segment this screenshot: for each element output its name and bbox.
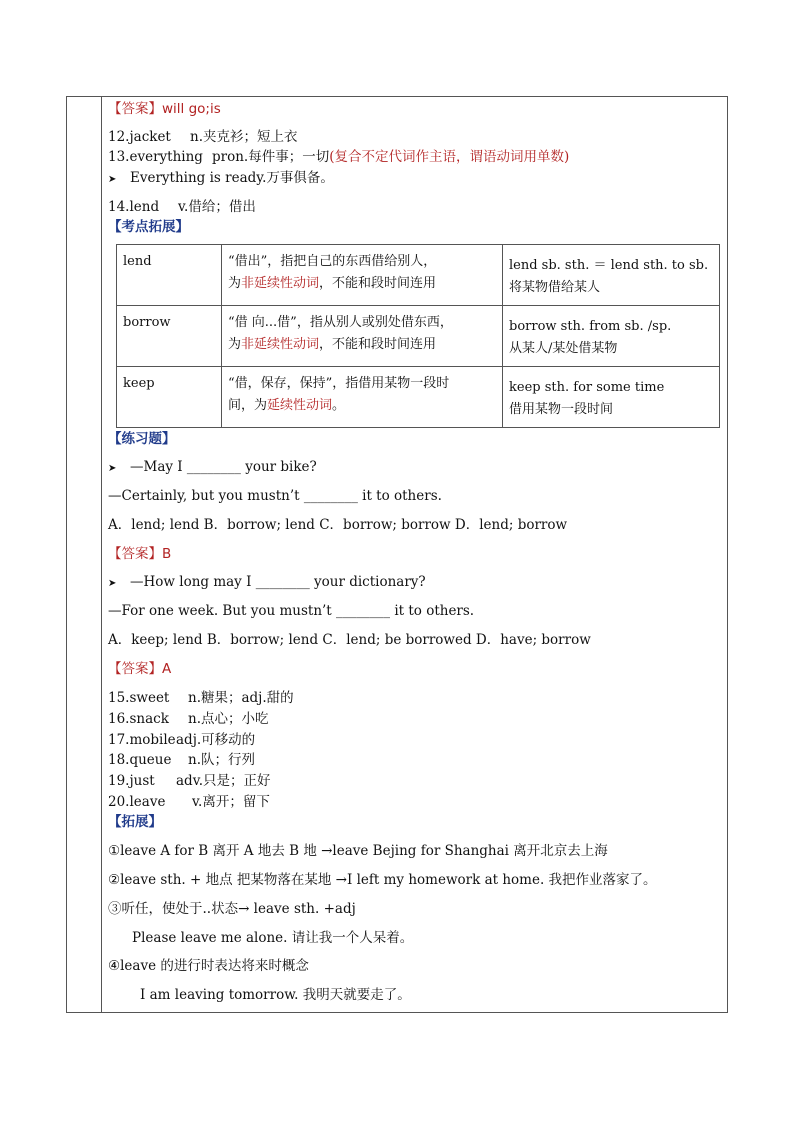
extension-1: ①leave A for B 离开 A 地去 B 地 →leave Bejing for Shanghai 离开北京去上海 [108,843,608,859]
usage-table-row [117,306,720,367]
q1-line1 [108,458,317,478]
usage-description-cell [222,306,503,367]
extension-3-example: Please leave me alone. 请让我一个人呆着。 [132,930,414,946]
vocab-word: 19.just [108,773,155,790]
description-pre: 为 [228,276,242,291]
usage-table [116,244,720,428]
section-title-kaodian: 【考点拓展】 [108,219,189,235]
description-line-2 [228,395,496,417]
example-text: Everything is ready.万事俱备。 [130,170,334,186]
vocab-meaning: pron.每件事；一切 [212,149,330,165]
description-line-1: “借 向...借”，指从别人或别处借东西， [228,315,453,330]
extension-4: ④leave 的进行时表达将来时概念 [108,958,309,974]
question-text: —How long may I ________ your dictionary? [130,574,426,590]
verb-type-highlight: 非延续性动词 [241,276,320,291]
extension-2: ②leave sth. + 地点 把某物落在某地 →I left my homework at home. 我把作业落家了。 [108,872,657,888]
usage-description-cell [222,245,503,306]
vocab-word: 12.jacket [108,129,171,145]
vocab-12 [108,128,298,146]
vocab-item [108,689,294,707]
vocab-word: 14.lend [108,199,160,215]
description-line-2 [228,273,496,295]
vocab-item [108,731,255,749]
verb-type-highlight: 延续性动词 [267,398,333,413]
answer-text: will go;is [162,101,221,117]
vocab-meaning: adv.只是；正好 [176,773,271,790]
usage-table-row [117,245,720,306]
usage-table-row [117,367,720,428]
usage-pattern: keep sth. for some time [509,380,665,395]
q1-line2: —Certainly, but you mustn’t ________ it to others. [108,488,442,504]
usage-pattern: lend sb. sth. ＝ lend sth. to sb. [509,258,709,273]
vocab-meaning: v.借给；借出 [178,199,256,215]
arrow-bullet-icon: ➤ [108,578,117,589]
answer-label: 【答案】 [108,546,162,562]
description-pre: 间，为 [228,398,268,413]
answer-text: A [162,661,172,677]
answer-label: 【答案】 [108,101,162,117]
vocab-meaning: adj.可移动的 [176,731,256,748]
section-title-tuozhan: 【拓展】 [108,814,162,830]
vocab-14 [108,198,256,216]
verb-type-highlight: 非延续性动词 [241,337,320,352]
vocab-word: 18.queue [108,752,172,769]
usage-meaning: 从某人/某处借某物 [509,341,618,356]
usage-word-cell: borrow [117,306,222,367]
vocab-meaning: v.离开；留下 [192,794,270,810]
usage-meaning: 借用某物一段时间 [509,402,614,417]
description-line-1: “借出”，指把自己的东西借给别人， [228,254,437,269]
description-post: ，不能和段时间连用 [319,337,437,352]
q2-line2: —For one week. But you mustn’t ________ it to others. [108,603,475,619]
answer-label: 【答案】 [108,661,162,677]
vocab-item [108,793,270,811]
answer-line-3 [108,660,171,678]
vocab-word: 20.leave [108,794,166,810]
vocab-item [108,772,271,790]
vocab-meaning: n.夹克衫；短上衣 [190,129,298,145]
vocab-13 [108,148,569,166]
vocab-word: 15.sweet [108,690,170,706]
description-post: 。 [332,398,346,413]
column-divider [101,97,102,1012]
answer-line-2 [108,545,171,563]
arrow-bullet-icon: ➤ [108,463,117,474]
vocab-meaning: n.点心；小吃 [188,710,269,727]
q1-options: A．lend; lend B．borrow; lend C．borrow; borrow D．lend; borrow [108,517,568,533]
description-line-1: “借，保存，保持”，指借用某物一段时 [228,376,450,391]
vocab-meaning: n.糖果；adj.甜的 [188,690,294,706]
answer-line-1 [108,100,221,118]
grammar-note: (复合不定代词作主语，谓语动词用单数) [329,149,570,165]
usage-meaning: 将某物借给某人 [509,280,601,295]
vocab-word: 17.mobile [108,731,176,748]
vocab-word: 16.snack [108,710,169,727]
vocab-item [108,710,269,728]
question-text: —May I ________ your bike? [130,459,317,475]
q2-options: A．keep; lend B．borrow; lend C．lend; be borrowed D．have; borrow [108,632,591,648]
q2-line1 [108,573,426,593]
answer-text: B [162,546,172,562]
example-13 [108,169,334,189]
usage-description-cell [222,367,503,428]
usage-pattern: borrow sth. from sb. /sp. [509,319,672,334]
section-title-practice: 【练习题】 [108,431,176,447]
usage-pattern-cell [503,245,720,306]
description-pre: 为 [228,337,242,352]
description-post: ，不能和段时间连用 [319,276,437,291]
extension-3: ③听任，使处于..状态→ leave sth. +adj [108,901,356,917]
usage-pattern-cell [503,306,720,367]
vocab-meaning: n.队；行列 [188,752,255,769]
usage-word-cell: lend [117,245,222,306]
vocab-item [108,751,255,769]
usage-word-cell: keep [117,367,222,428]
extension-4-example: I am leaving tomorrow. 我明天就要走了。 [140,987,411,1003]
vocab-word: 13.everything [108,149,203,165]
description-line-2 [228,334,496,356]
arrow-bullet-icon: ➤ [108,174,117,185]
usage-pattern-cell [503,367,720,428]
